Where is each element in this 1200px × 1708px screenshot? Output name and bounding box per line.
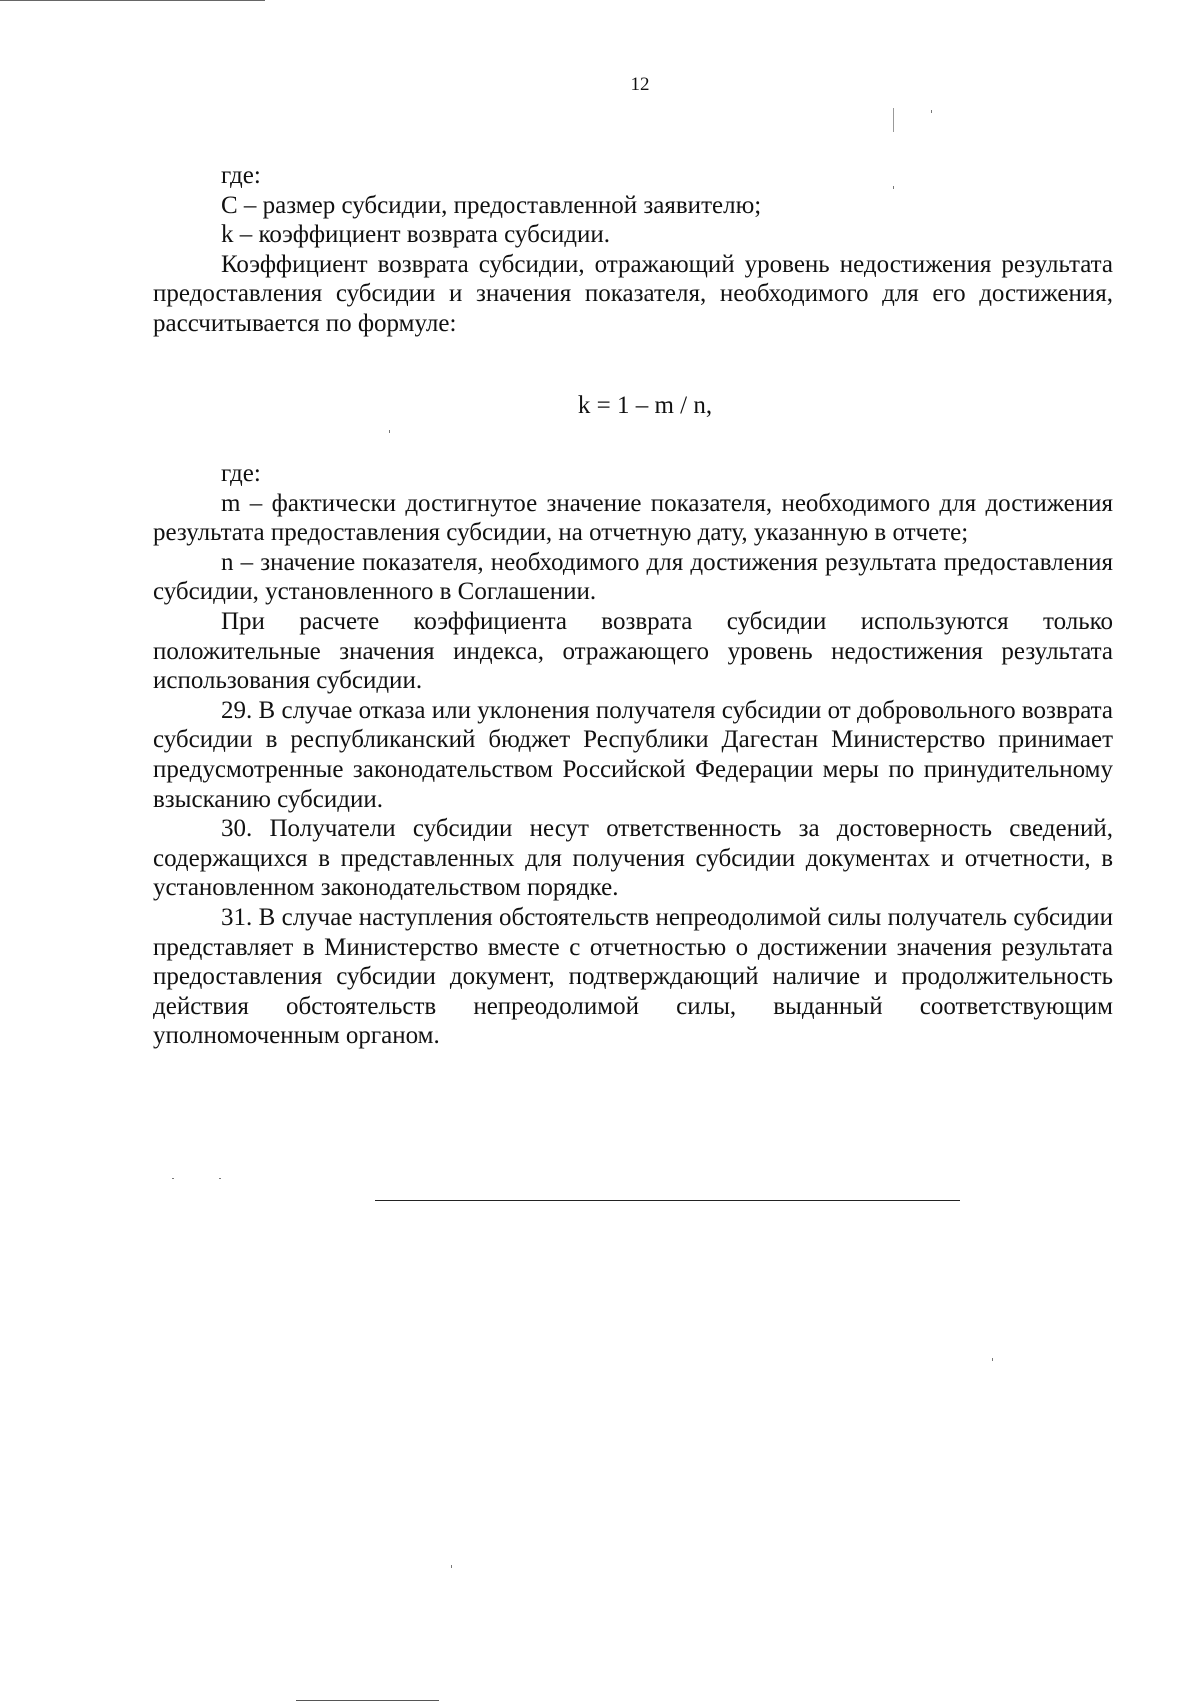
positive-values-paragraph: При расчете коэффициента возврата субсидии используются только положительные значения индекса, отражающего уровень недостижения результата использования субсидии. xyxy=(153,607,1113,695)
definition-n: n – значение показателя, необходимого для достижения результата предоставления субсидии, установленного в Соглашении. xyxy=(153,548,1113,606)
bottom-edge-line xyxy=(296,1700,439,1701)
where-label-2: где: xyxy=(221,460,261,487)
scan-speck xyxy=(893,108,894,132)
page-number: 12 xyxy=(630,74,650,95)
definitions-block-1 xyxy=(153,161,1113,339)
clause-29: 29. В случае отказа или уклонения получателя субсидии от добровольного возврата субсидии в республиканский бюджет Республики Дагестан Министерство принимает предусмотренные законодательством Российской Федерации меры по принудительному взысканию субсидии. xyxy=(153,696,1113,813)
coefficient-paragraph: Коэффициент возврата субсидии, отражающий уровень недостижения результата предоставления субсидии и значения показателя, необходимого для его достижения, рассчитывается по формуле: xyxy=(153,250,1113,337)
scan-speck xyxy=(893,186,894,189)
scan-speck xyxy=(992,1358,993,1361)
end-of-document-rule xyxy=(375,1200,960,1201)
scan-speck xyxy=(931,110,932,113)
definitions-block-2 xyxy=(153,459,1113,1051)
definition-c: С – размер субсидии, предоставленной заявителю; xyxy=(221,191,762,219)
scan-speck xyxy=(172,1178,174,1179)
clause-30: 30. Получатели субсидии несут ответственность за достоверность сведений, содержащихся в представленных для получения субсидии документах и отчетности, в установленном законодательством порядке. xyxy=(153,815,1113,902)
definition-k: k – коэффициент возврата субсидии. xyxy=(221,221,611,249)
scan-speck xyxy=(451,1565,452,1568)
scan-speck xyxy=(219,1178,221,1179)
clause-31: 31. В случае наступления обстоятельств непреодолимой силы получатель субсидии представляет в Министерство вместе с отчетностью о достижении значения результата предоставления субсидии документ, подтверждающий наличие и продолжительность действия обстоятельств непреодолимой силы, выданный соответствующим уполномоченным органом. xyxy=(153,903,1113,1050)
definition-m: m – фактически достигнутое значение показателя, необходимого для достижения результата предоставления субсидии, на отчетную дату, указанную в отчете; xyxy=(153,489,1113,547)
scan-speck xyxy=(389,430,390,433)
where-label: где: xyxy=(221,162,261,189)
formula: k = 1 – m / n, xyxy=(577,392,713,419)
top-edge-line xyxy=(0,0,265,1)
